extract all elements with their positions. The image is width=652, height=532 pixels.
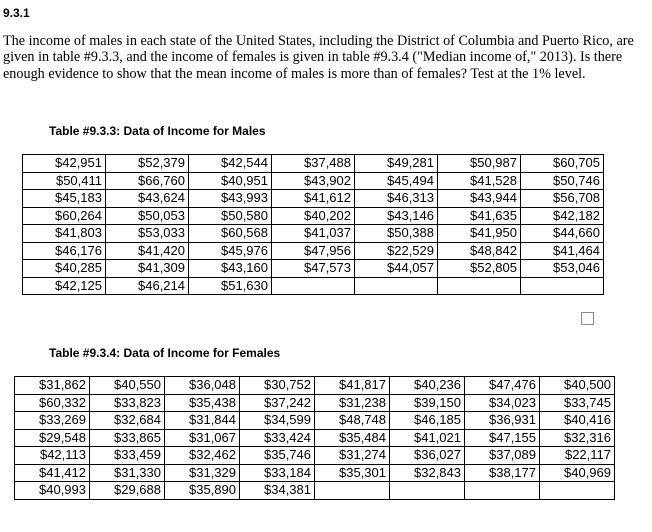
table-row <box>23 277 604 295</box>
table-cell: $36,027 <box>390 447 465 465</box>
table-cell: $41,950 <box>438 225 521 243</box>
table-cell: $40,993 <box>15 482 90 500</box>
table-cell: $50,580 <box>189 207 272 225</box>
table-cell: $60,568 <box>189 225 272 243</box>
table-cell: $60,332 <box>15 394 90 412</box>
table-row <box>15 464 615 482</box>
table-cell: $41,464 <box>521 242 604 260</box>
table-cell: $40,951 <box>189 172 272 190</box>
table-cell: $40,500 <box>540 377 615 395</box>
table-row <box>15 394 615 412</box>
table-row <box>23 225 604 243</box>
table-cell-empty <box>390 482 465 500</box>
table-cell: $33,823 <box>90 394 165 412</box>
table-cell: $46,313 <box>355 190 438 208</box>
table-cell: $40,285 <box>23 260 106 278</box>
table-cell: $44,660 <box>521 225 604 243</box>
table-cell: $34,599 <box>240 412 315 430</box>
table-cell: $60,705 <box>521 155 604 173</box>
table-cell: $52,379 <box>106 155 189 173</box>
table-cell: $41,037 <box>272 225 355 243</box>
table-cell: $40,969 <box>540 464 615 482</box>
table-cell: $45,976 <box>189 242 272 260</box>
table-cell: $34,381 <box>240 482 315 500</box>
females-table-caption: Table #9.3.4: Data of Income for Females <box>49 346 281 360</box>
table-cell: $56,708 <box>521 190 604 208</box>
table-cell: $43,902 <box>272 172 355 190</box>
table-cell: $32,316 <box>540 429 615 447</box>
table-cell-empty <box>438 277 521 295</box>
table-cell: $45,494 <box>355 172 438 190</box>
males-income-table <box>22 154 604 295</box>
table-cell: $43,160 <box>189 260 272 278</box>
table-cell: $41,528 <box>438 172 521 190</box>
table-cell: $37,089 <box>465 447 540 465</box>
table-cell: $42,951 <box>23 155 106 173</box>
table-cell: $33,269 <box>15 412 90 430</box>
table-cell: $40,236 <box>390 377 465 395</box>
problem-text: The income of males in each state of the United States, including the District of Columbia and Puerto Rico, are given in table #9.3.3, and the income of females is given in table #9.3.4 ("Median income of," 2013). Is there enough evidence to show that the mean income of males is more than of females? Test at the 1% level. <box>3 33 634 82</box>
table-resize-handle[interactable] <box>581 312 594 325</box>
table-cell: $41,817 <box>315 377 390 395</box>
table-row <box>15 482 615 500</box>
table-cell: $42,544 <box>189 155 272 173</box>
males-table-caption: Table #9.3.3: Data of Income for Males <box>49 124 266 138</box>
table-cell: $33,459 <box>90 447 165 465</box>
table-cell: $36,931 <box>465 412 540 430</box>
table-cell: $31,862 <box>15 377 90 395</box>
problem-statement <box>3 33 639 82</box>
table-cell: $40,416 <box>540 412 615 430</box>
table-cell: $44,057 <box>355 260 438 278</box>
table-cell-empty <box>315 482 390 500</box>
table-cell-empty <box>465 482 540 500</box>
females-income-table <box>14 376 615 500</box>
table-cell: $42,182 <box>521 207 604 225</box>
table-cell: $37,242 <box>240 394 315 412</box>
table-cell: $32,843 <box>390 464 465 482</box>
table-cell: $48,748 <box>315 412 390 430</box>
table-cell: $50,053 <box>106 207 189 225</box>
table-cell: $40,550 <box>90 377 165 395</box>
table-cell: $30,752 <box>240 377 315 395</box>
table-cell: $31,844 <box>165 412 240 430</box>
table-row <box>23 155 604 173</box>
table-cell: $31,067 <box>165 429 240 447</box>
table-cell: $66,760 <box>106 172 189 190</box>
table-row <box>15 447 615 465</box>
table-cell: $50,746 <box>521 172 604 190</box>
table-cell-empty <box>540 482 615 500</box>
table-cell: $42,125 <box>23 277 106 295</box>
table-cell: $41,612 <box>272 190 355 208</box>
table-cell: $41,021 <box>390 429 465 447</box>
table-cell: $40,202 <box>272 207 355 225</box>
table-cell: $46,214 <box>106 277 189 295</box>
table-cell: $38,177 <box>465 464 540 482</box>
table-cell: $33,184 <box>240 464 315 482</box>
table-cell: $33,745 <box>540 394 615 412</box>
table-cell: $33,424 <box>240 429 315 447</box>
table-cell: $43,146 <box>355 207 438 225</box>
table-cell: $41,635 <box>438 207 521 225</box>
table-row <box>23 190 604 208</box>
table-cell: $22,117 <box>540 447 615 465</box>
table-cell: $46,176 <box>23 242 106 260</box>
table-cell: $39,150 <box>390 394 465 412</box>
table-cell-empty <box>521 277 604 295</box>
table-cell: $35,746 <box>240 447 315 465</box>
table-cell: $47,956 <box>272 242 355 260</box>
table-cell: $35,438 <box>165 394 240 412</box>
table-cell: $42,113 <box>15 447 90 465</box>
table-cell: $60,264 <box>23 207 106 225</box>
table-cell: $29,688 <box>90 482 165 500</box>
table-row <box>15 429 615 447</box>
table-cell: $35,301 <box>315 464 390 482</box>
table-cell: $50,411 <box>23 172 106 190</box>
table-row <box>23 260 604 278</box>
table-cell: $33,865 <box>90 429 165 447</box>
table-cell: $49,281 <box>355 155 438 173</box>
table-cell: $50,388 <box>355 225 438 243</box>
table-cell: $47,155 <box>465 429 540 447</box>
section-heading: 9.3.1 <box>3 6 30 20</box>
table-cell: $53,033 <box>106 225 189 243</box>
table-cell: $31,238 <box>315 394 390 412</box>
table-cell: $46,185 <box>390 412 465 430</box>
table-cell: $22,529 <box>355 242 438 260</box>
table-cell: $51,630 <box>189 277 272 295</box>
table-row <box>15 377 615 395</box>
table-cell: $41,420 <box>106 242 189 260</box>
table-cell: $45,183 <box>23 190 106 208</box>
table-cell: $32,684 <box>90 412 165 430</box>
table-cell: $47,573 <box>272 260 355 278</box>
table-cell: $43,944 <box>438 190 521 208</box>
table-cell: $52,805 <box>438 260 521 278</box>
table-row <box>15 412 615 430</box>
table-row <box>23 207 604 225</box>
table-cell: $31,329 <box>165 464 240 482</box>
table-cell: $36,048 <box>165 377 240 395</box>
table-cell: $35,890 <box>165 482 240 500</box>
table-cell: $41,309 <box>106 260 189 278</box>
table-cell: $43,624 <box>106 190 189 208</box>
table-cell: $34,023 <box>465 394 540 412</box>
table-cell: $41,412 <box>15 464 90 482</box>
table-cell-empty <box>355 277 438 295</box>
table-cell: $35,484 <box>315 429 390 447</box>
table-cell: $53,046 <box>521 260 604 278</box>
table-cell: $31,274 <box>315 447 390 465</box>
table-cell: $29,548 <box>15 429 90 447</box>
table-cell: $48,842 <box>438 242 521 260</box>
table-cell: $43,993 <box>189 190 272 208</box>
table-row <box>23 172 604 190</box>
table-row <box>23 242 604 260</box>
table-cell: $32,462 <box>165 447 240 465</box>
table-cell: $50,987 <box>438 155 521 173</box>
table-cell: $47,476 <box>465 377 540 395</box>
table-cell-empty <box>272 277 355 295</box>
table-cell: $41,803 <box>23 225 106 243</box>
table-cell: $31,330 <box>90 464 165 482</box>
table-cell: $37,488 <box>272 155 355 173</box>
